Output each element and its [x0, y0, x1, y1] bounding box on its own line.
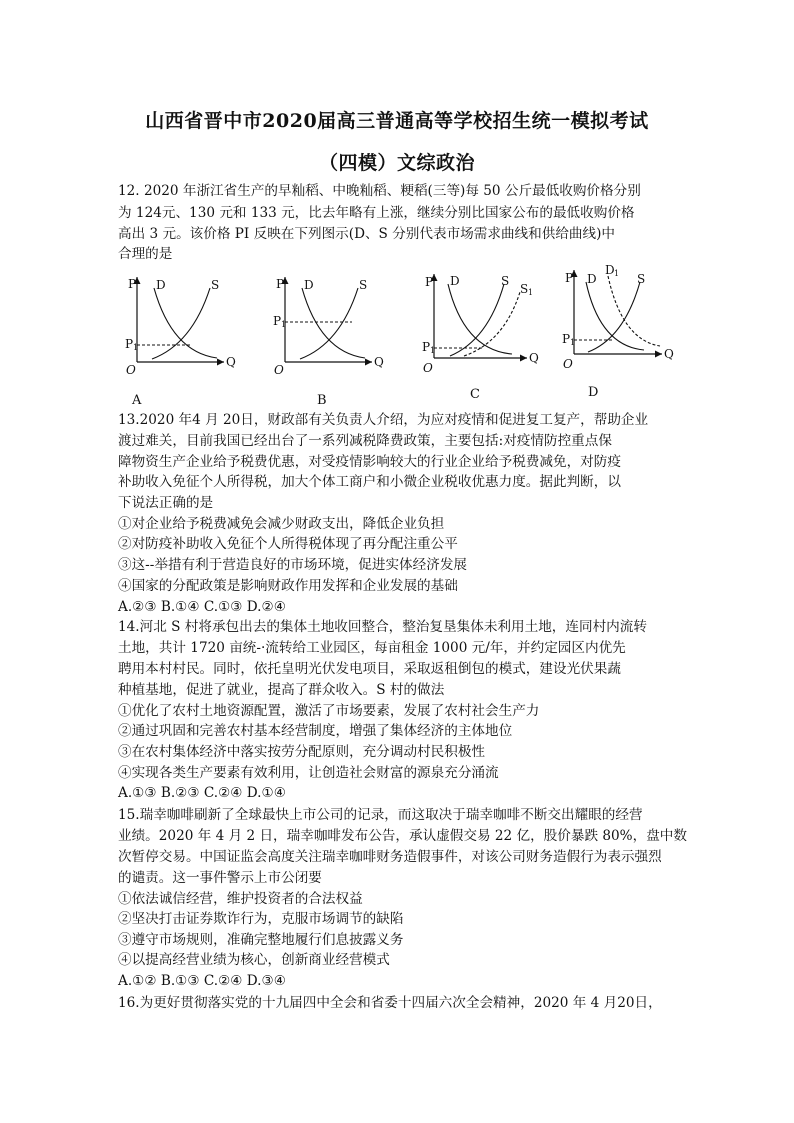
graph-d-d-label: D	[587, 272, 597, 286]
graph-d-p1-label: P	[562, 332, 571, 346]
q12-line: 12. 2020 年浙江省生产的早籼稻、中晚籼稻、粳稻(三等)每 50 公斤最低收购价格分别	[118, 183, 641, 199]
q14-line: 种植基地，促进了就业，提高了群众收入。S 村的做法	[118, 682, 445, 698]
q13-line: 障物资生产企业给予税费优惠，对受疫情影响较大的行业企业给予税费减免，对防疫	[118, 454, 621, 470]
document-title: 山西省晋中市2020届高三普通高等学校招生统一模拟考试	[145, 110, 649, 132]
q16-line: 16.为更好贯彻落实党的十九届四中全会和省委十四届六次全会精神，2020 年 4 月20日，	[118, 995, 662, 1011]
graph-c-s1-label: S	[520, 282, 529, 296]
graph-d-d1-subscript: 1	[614, 269, 620, 278]
q14-option-statement: ④实现各类生产要素有效利用，让创造社会财富的源泉充分涌流	[118, 765, 499, 781]
q14-option-statement: ②通过巩固和完善农村基本经营制度，增强了集体经济的主体地位	[118, 723, 513, 739]
graph-c-p1-subscript: 1	[430, 346, 436, 355]
q15-answer-choices: A.①② B.①③ C.②④ D.③④	[118, 973, 286, 989]
graph-c-caption: C	[470, 387, 480, 402]
graph-d-q-label: Q	[664, 347, 674, 361]
graph-c-p-label: P	[425, 275, 434, 289]
q14-line: 聘用本村村民。同时，依托皇明光伏发电项目，采取返租倒包的模式，建设光伏果蔬	[118, 661, 621, 677]
graph-a-supply-curve	[152, 288, 210, 359]
graph-a-origin: O	[126, 363, 136, 377]
q12-line: 高出 3 元。该价格 PI 反映在下列图示(D、S 分别代表市场需求曲线和供给曲线)中	[118, 226, 615, 242]
q14-line: 14.河北 S 村将承包出去的集体土地收回整合，整治复垦集体未利用土地，连同村内流转	[118, 619, 647, 635]
graph-b	[273, 277, 384, 408]
q15-line: 15.瑞幸咖啡刷新了全球最快上市公司的记录，而这取决于瑞幸咖啡不断交出耀眼的经营	[118, 807, 643, 823]
graph-c-s1-subscript: 1	[528, 288, 534, 297]
graph-b-demand-curve	[302, 288, 365, 358]
graph-c	[422, 274, 539, 402]
q13-line: 13.2020 年4 月 20日，财政部有关负责人介绍，为应对疫情和促进复工复产，帮助企业	[118, 412, 649, 428]
q13-answer-choices: A.②③ B.①④ C.①③ D.②④	[118, 599, 286, 615]
graph-c-demand-curve	[448, 284, 512, 354]
graph-d-p1-subscript: 1	[570, 338, 576, 347]
document-subtitle: （四模）文综政治	[318, 152, 475, 174]
graph-a	[125, 277, 236, 408]
graph-b-q-label: Q	[374, 355, 384, 369]
graph-d-p-label: P	[565, 271, 574, 285]
graph-b-p1-label: P	[273, 314, 282, 328]
q15-option-statement: ①依法诚信经营，维护投资者的合法权益	[118, 891, 363, 907]
graph-d-origin: O	[563, 357, 573, 371]
graph-d-supply-curve	[588, 282, 640, 352]
q13-option-statement: ①对企业给予税费减免会减少财政支出，降低企业负担	[118, 516, 445, 532]
q15-option-statement: ④以提高经营业绩为核心，创新商业经营模式	[118, 952, 390, 968]
graph-c-supply-curve	[450, 284, 504, 356]
graph-d-d1-label: D	[605, 263, 615, 277]
graph-b-s-label: S	[359, 278, 368, 292]
q14-option-statement: ①优化了农村土地资源配置，激活了市场要素，发展了农村社会生产力	[118, 703, 540, 719]
q14-option-statement: ③在农村集体经济中落实按劳分配原则，充分调动村民积极性	[118, 744, 486, 760]
graph-a-p-label: P	[128, 277, 137, 291]
graph-a-d-label: D	[156, 278, 166, 292]
graph-c-supply-curve-shifted	[464, 292, 520, 356]
graph-a-q-label: Q	[226, 355, 236, 369]
graph-b-p1-subscript: 1	[281, 320, 287, 329]
q12-line: 合理的是	[118, 246, 173, 262]
graph-d-demand-curve-shifted	[608, 276, 660, 346]
q13-option-statement: ④国家的分配政策是影响财政作用发挥和企业发展的基础	[118, 578, 458, 594]
q15-line: 业绩。2020 年 4 月 2 日，瑞幸咖啡发布公告，承认虚假交易 22 亿，股价暴跌 80%，盘中数	[118, 828, 687, 844]
graph-b-supply-curve	[300, 288, 358, 359]
q13-option-statement: ③这--举措有利于营造良好的市场环境，促进实体经济发展	[118, 557, 468, 573]
graph-c-p1-label: P	[422, 340, 431, 354]
q15-line: 的谴责。这一事件警示上市公闭要	[118, 870, 322, 886]
q15-option-statement: ③遵守市场规则，准确完整地履行们息披露义务	[118, 932, 404, 948]
graph-d-s-label: S	[637, 272, 646, 286]
q15-line: 次暂停交易。中国证监会高度关注瑞幸咖啡财务造假事件，对该公司财务造假行为表示强烈	[118, 849, 662, 865]
graph-b-p-label: P	[276, 277, 285, 291]
graph-b-caption: B	[317, 393, 327, 408]
q14-line: 土地，共计 1720 亩统-·流转给工业园区，每亩租金 1000 元/年，并约定园区内优先	[118, 640, 626, 656]
graph-b-origin: O	[274, 363, 284, 377]
q14-answer-choices: A.①③ B.②③ C.②④ D.①④	[118, 785, 286, 801]
graph-c-d-label: D	[450, 274, 460, 288]
graph-d	[562, 263, 674, 400]
q13-line: 下说法正确的是	[118, 495, 214, 511]
q13-option-statement: ②对防疫补助收入免征个人所得税体现了再分配注重公平	[118, 536, 458, 552]
q15-option-statement: ②坚决打击证券欺诈行为，克服市场调节的缺陷	[118, 911, 404, 927]
graph-c-s-label: S	[501, 274, 510, 288]
q13-line: 渡过难关，目前我国已经出台了一系列减税降费政策，主要包括:对疫情防控重点保	[118, 433, 612, 449]
graph-c-origin: O	[423, 361, 433, 375]
graph-b-d-label: D	[304, 278, 314, 292]
q12-supply-demand-graphs	[112, 262, 672, 410]
graph-a-p1-subscript: 1	[133, 343, 139, 352]
q12-line: 为 124元、130 元和 133 元，比去年略有上涨，继续分别比国家公布的最低收购价格	[118, 205, 635, 221]
graph-a-p1-label: P	[125, 337, 134, 351]
graph-c-q-label: Q	[529, 351, 539, 365]
graph-d-caption: D	[588, 385, 599, 400]
graph-a-demand-curve	[154, 288, 217, 358]
graph-a-caption: A	[132, 393, 142, 408]
graph-a-s-label: S	[211, 278, 220, 292]
q13-line: 补助收入免征个人所得税，加大个体工商户和小微企业税收优惠力度。据此判断，以	[118, 474, 621, 490]
